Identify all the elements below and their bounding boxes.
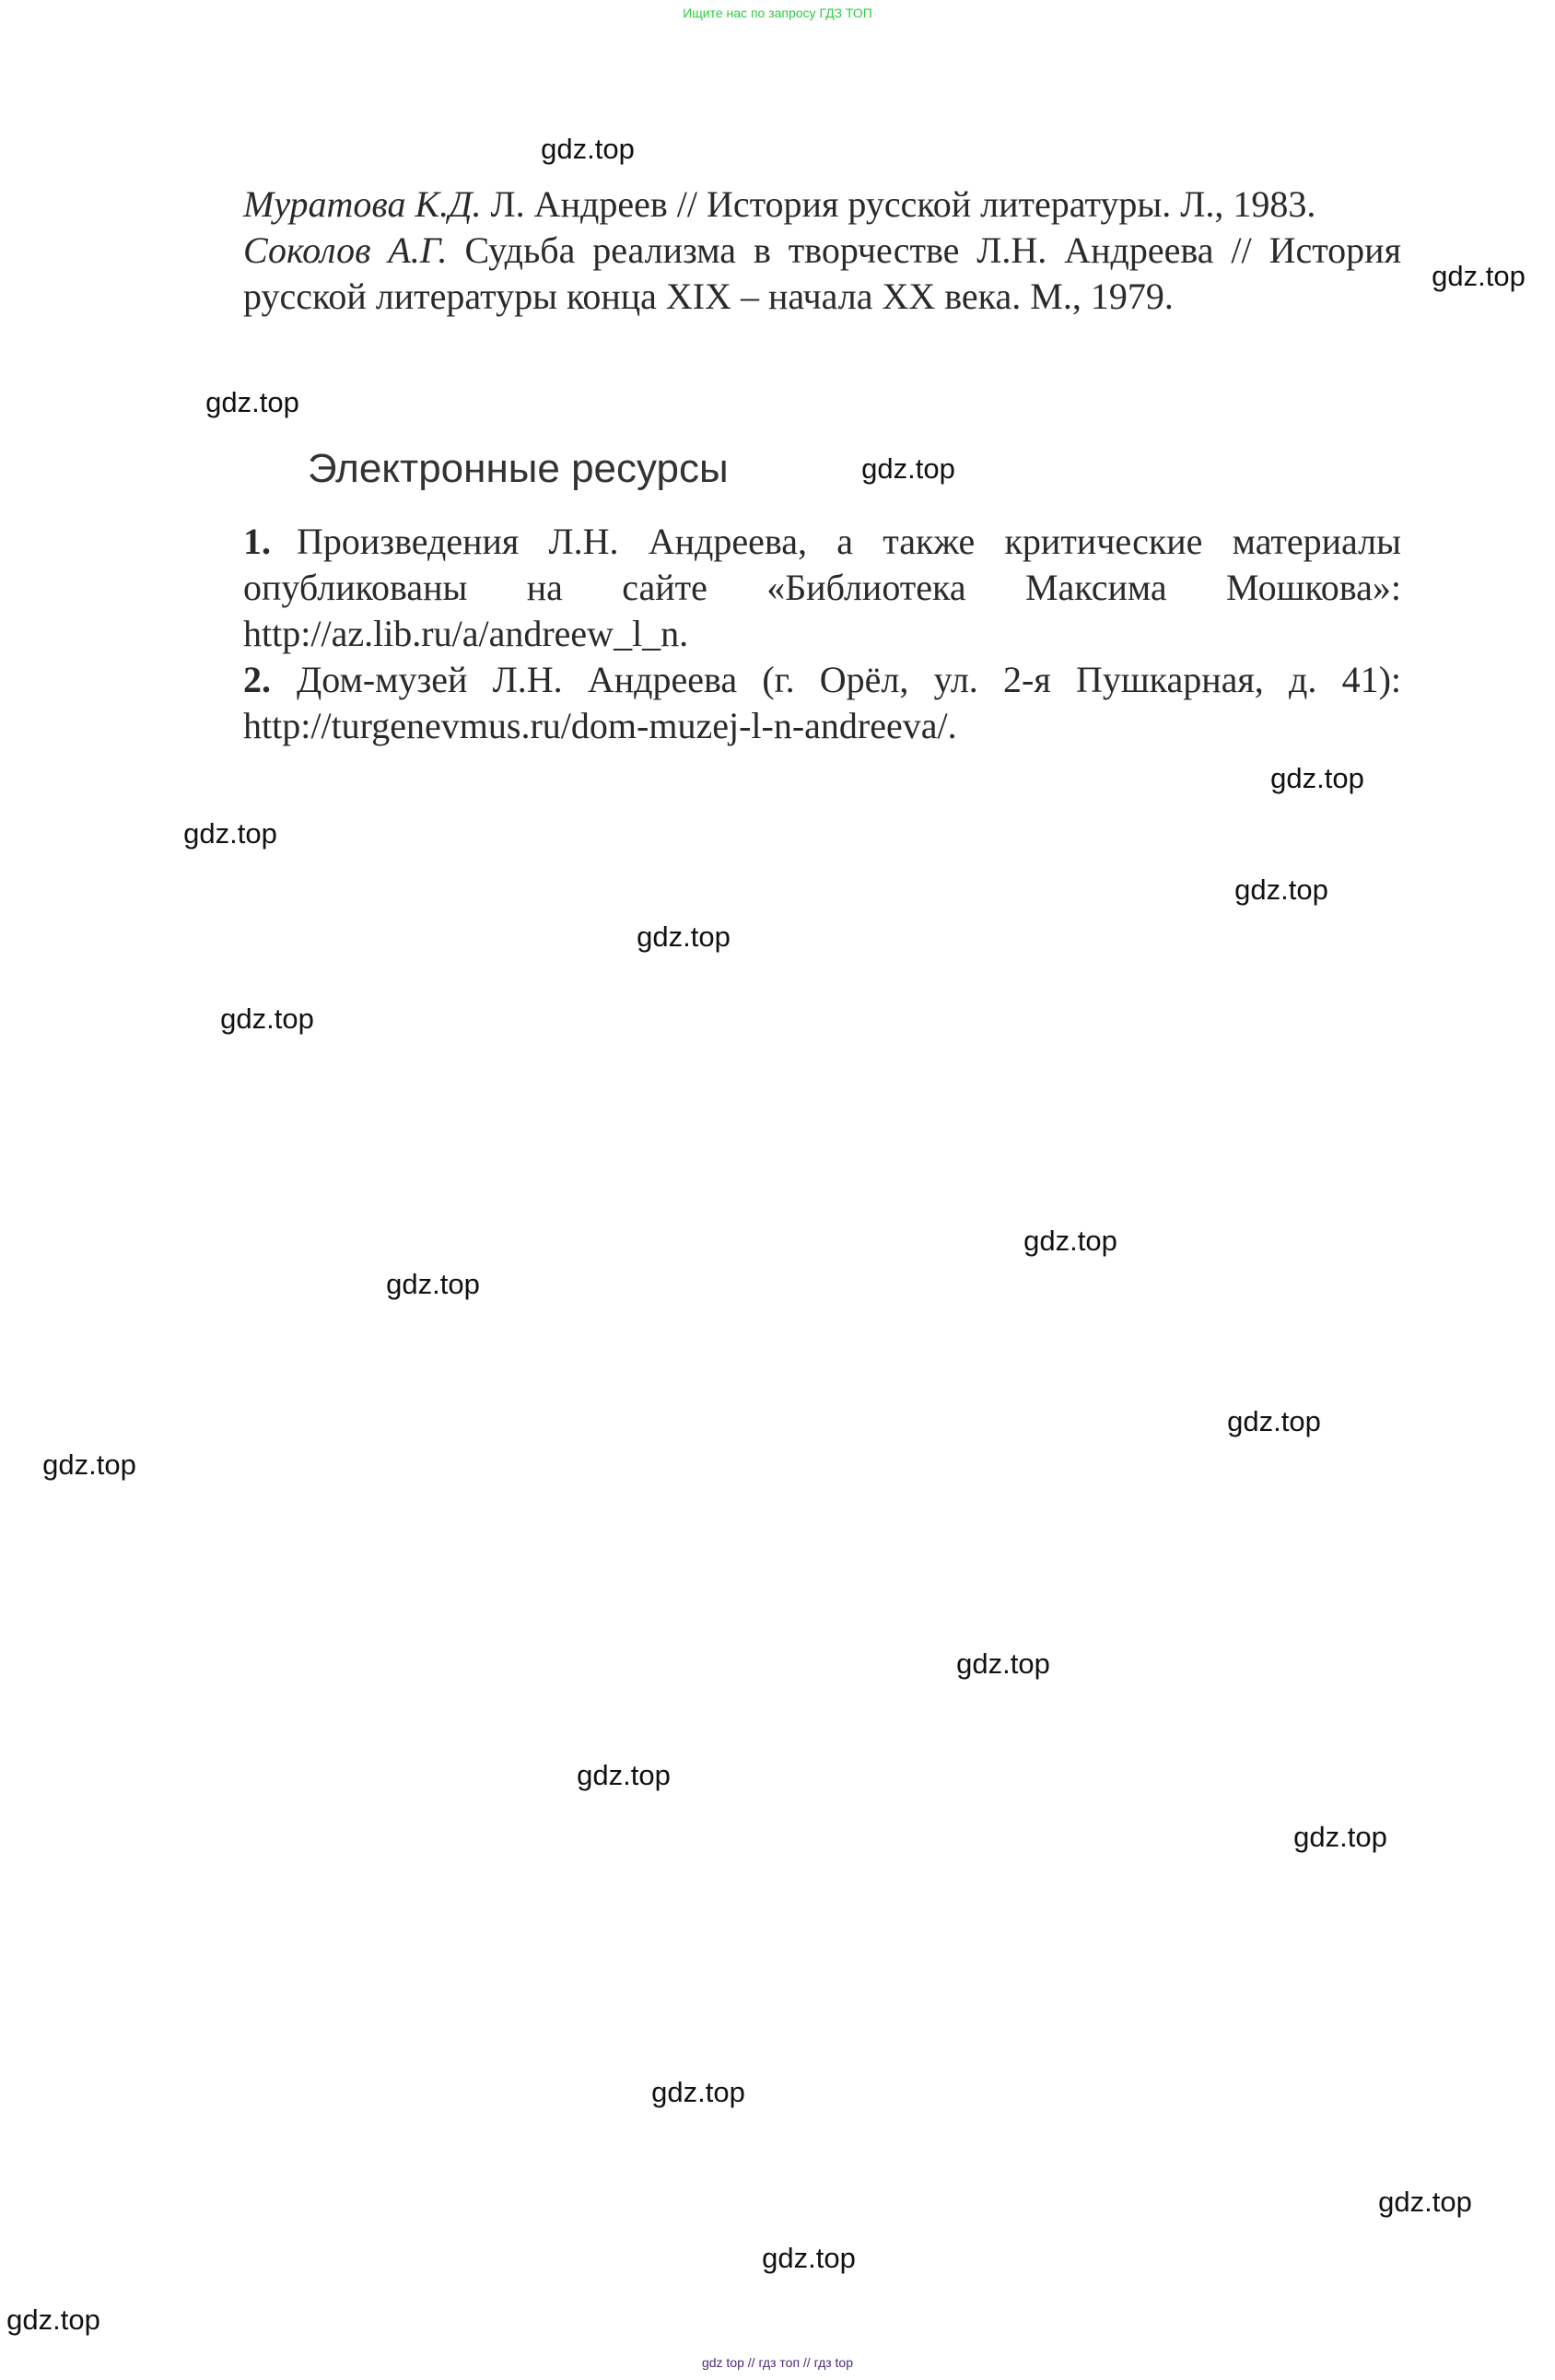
resource-item <box>243 519 1401 657</box>
resource-number: 1. <box>243 521 271 562</box>
watermark: gdz.top <box>220 1002 314 1035</box>
reference-item <box>243 182 1401 228</box>
resource-text: Произведения Л.Н. Андреева, а также критические материалы опубликованы на сайте «Библиотека Максима Мошкова»: http://az.lib.ru/a/andreew_l_n. <box>243 521 1401 654</box>
resource-number: 2. <box>243 659 271 700</box>
watermark: gdz.top <box>861 452 955 485</box>
section-heading: Электронные ресурсы <box>308 446 729 491</box>
reference-author: Муратова К.Д. <box>243 183 482 225</box>
reference-text: Л. Андреев // История русской литературы. Л., 1983. <box>481 183 1316 225</box>
watermark: gdz.top <box>1378 2186 1472 2218</box>
watermark: gdz.top <box>6 2304 100 2336</box>
watermark: gdz.top <box>651 2076 745 2108</box>
watermark: gdz.top <box>1293 1821 1387 1853</box>
watermark: gdz.top <box>577 1759 671 1791</box>
watermark: gdz.top <box>205 386 299 418</box>
watermark: gdz.top <box>183 817 277 850</box>
watermark: gdz.top <box>42 1448 136 1481</box>
reference-author: Соколов А.Г. <box>243 229 448 271</box>
reference-item <box>243 228 1401 320</box>
watermark: gdz.top <box>1023 1225 1117 1257</box>
watermark: gdz.top <box>1432 260 1526 292</box>
resource-item <box>243 657 1401 749</box>
watermark: gdz.top <box>541 133 635 165</box>
watermark: gdz.top <box>1234 873 1328 906</box>
resources-list <box>243 519 1401 749</box>
footer-watermark: gdz top // гдз топ // гдз top <box>701 2355 854 2370</box>
watermark: gdz.top <box>1270 762 1364 794</box>
references-list <box>243 182 1401 320</box>
watermark: gdz.top <box>956 1647 1050 1680</box>
reference-text: Судьба реализма в творчестве Л.Н. Андреева // История русской литературы конца XIX – начала XX века. М., 1979. <box>243 229 1401 317</box>
search-banner: Ищите нас по запросу ГДЗ ТОП <box>683 6 872 20</box>
watermark: gdz.top <box>762 2242 856 2274</box>
watermark: gdz.top <box>637 920 731 953</box>
resource-text: Дом-музей Л.Н. Андреева (г. Орёл, ул. 2-я Пушкарная, д. 41): http://turgenevmus.ru/dom-muzej-l-n-andreeva/. <box>243 659 1401 746</box>
watermark: gdz.top <box>386 1268 480 1300</box>
watermark: gdz.top <box>1227 1405 1321 1437</box>
